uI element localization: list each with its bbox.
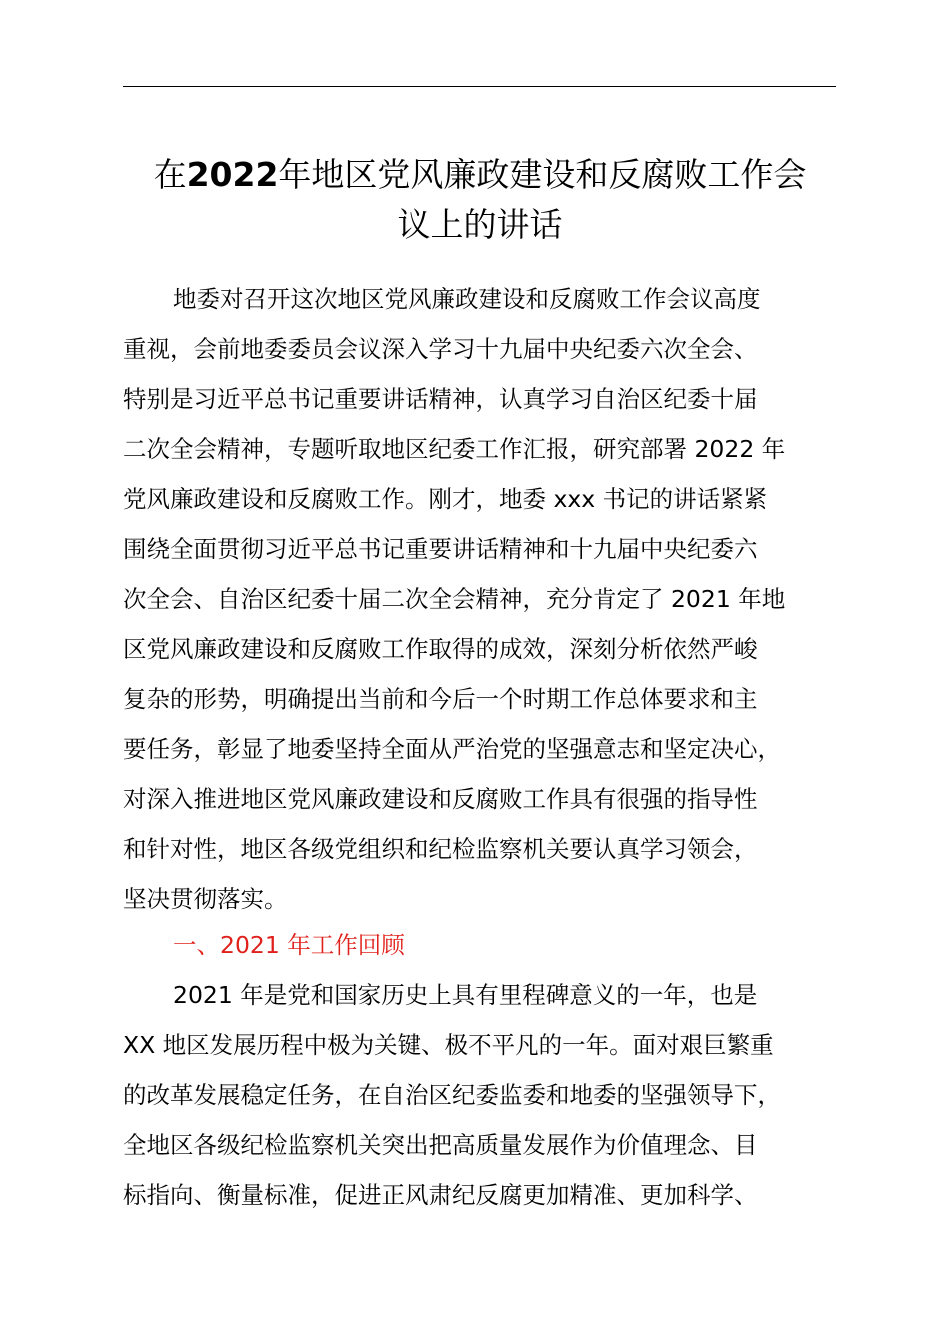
- title-line-2: 议上的讲话: [397, 205, 563, 244]
- paragraph-2: [123, 970, 863, 1220]
- paragraph-line: 的改革发展稳定任务，在自治区纪委监委和地委的坚强领导下，: [123, 1081, 781, 1109]
- title-prefix: 在: [153, 155, 187, 194]
- paragraph-line: XX 地区发展历程中极为关键、极不平凡的一年。面对艰巨繁重: [123, 1031, 774, 1059]
- paragraph-line: 二次全会精神，专题听取地区纪委工作汇报，研究部署 2022 年: [123, 435, 786, 463]
- paragraph-line: 特别是习近平总书记重要讲话精神，认真学习自治区纪委十届: [123, 385, 758, 413]
- paragraph-line: 和针对性，地区各级党组织和纪检监察机关要认真学习领会，: [123, 835, 758, 863]
- section-heading: [123, 920, 863, 970]
- paragraph-line: 全地区各级纪检监察机关突出把高质量发展作为价值理念、目: [123, 1131, 758, 1159]
- paragraph-line: 坚决贯彻落实。: [123, 885, 288, 913]
- paragraph-line: 地委对召开这次地区党风廉政建设和反腐败工作会议高度: [173, 285, 761, 313]
- paragraph-1: [123, 274, 863, 924]
- section-heading-text: 一、2021 年工作回顾: [173, 931, 405, 959]
- paragraph-line: 复杂的形势，明确提出当前和今后一个时期工作总体要求和主: [123, 685, 758, 713]
- paragraph-line: 2021 年是党和国家历史上具有里程碑意义的一年，也是: [173, 981, 758, 1009]
- paragraph-line: 次全会、自治区纪委十届二次全会精神，充分肯定了 2021 年地: [123, 585, 786, 613]
- header-rule: [123, 86, 836, 87]
- paragraph-line: 标指向、衡量标准，促进正风肃纪反腐更加精准、更加科学、: [123, 1181, 758, 1209]
- paragraph-line: 党风廉政建设和反腐败工作。刚才，地委 xxx 书记的讲话紧紧: [123, 485, 768, 513]
- title-year: 2022: [186, 155, 279, 194]
- paragraph-line: 区党风廉政建设和反腐败工作取得的成效，深刻分析依然严峻: [123, 635, 758, 663]
- paragraph-line: 围绕全面贯彻习近平总书记重要讲话精神和十九届中央纪委六: [123, 535, 758, 563]
- title-line1-rest: 年地区党风廉政建设和反腐败工作会: [278, 155, 807, 194]
- title-line-1: [110, 150, 850, 200]
- paragraph-line: 要任务，彰显了地委坚持全面从严治党的坚强意志和坚定决心，: [123, 735, 781, 763]
- paragraph-line: 重视，会前地委委员会议深入学习十九届中央纪委六次全会、: [123, 335, 758, 363]
- document-title: [110, 150, 850, 250]
- paragraph-line: 对深入推进地区党风廉政建设和反腐败工作具有很强的指导性: [123, 785, 758, 813]
